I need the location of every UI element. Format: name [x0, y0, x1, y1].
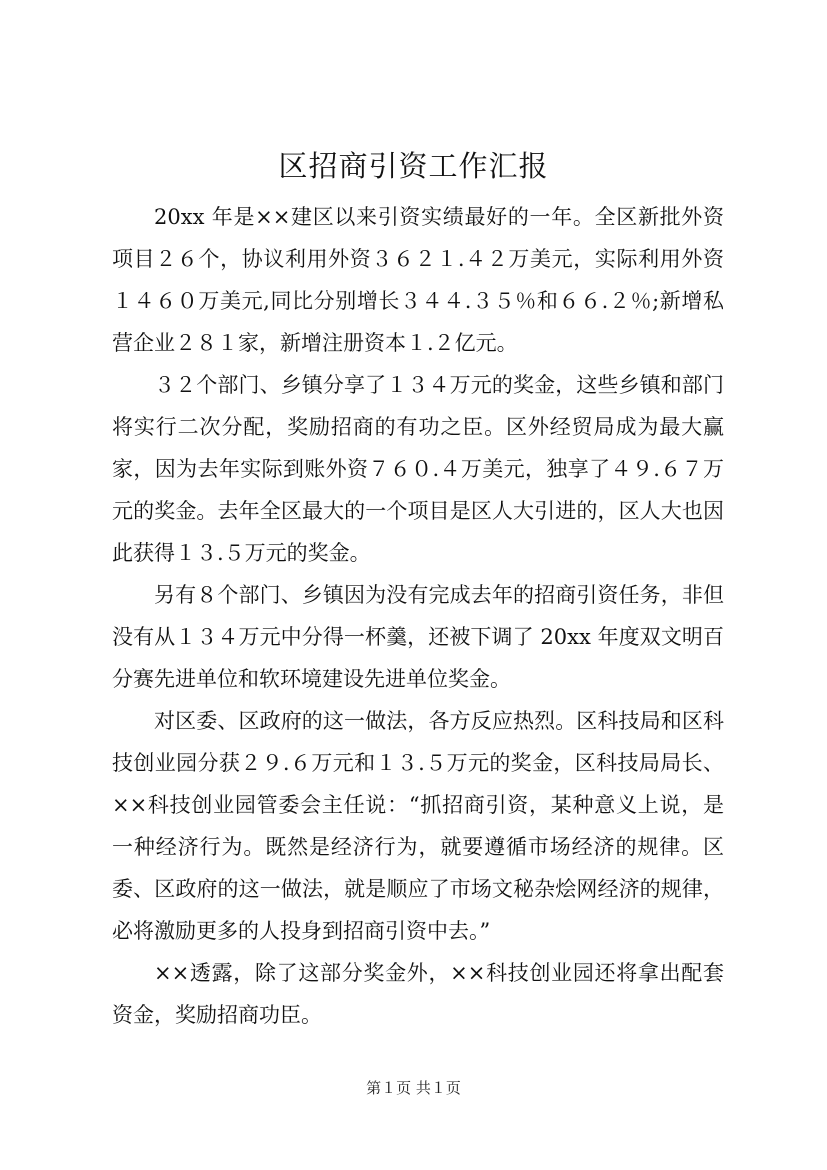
- paragraph-2: ３２个部门、乡镇分享了１３４万元的奖金，这些乡镇和部门将实行二次分配，奖励招商的有功之臣。区外经贸局成为最大赢家，因为去年实际到账外资７６０.４万美元，独享了４９.６７万元的奖金。去年全区最大的一个项目是区人大引进的，区人大也因此获得１３.５万元的奖金。: [112, 373, 724, 565]
- paragraph-3: 另有８个部门、乡镇因为没有完成去年的招商引资任务，非但没有从１３４万元中分得一杯羹，还被下调了 20xx 年度双文明百分赛先进单位和软环境建设先进单位奖金。: [112, 583, 724, 691]
- document-body: [112, 196, 724, 1036]
- paragraph-5: ××透露，除了这部分奖金外，××科技创业园还将拿出配套资金，奖励招商功臣。: [112, 961, 724, 1027]
- document-title: 区招商引资工作汇报: [278, 149, 549, 183]
- page-footer: 第１页 共１页: [366, 1079, 461, 1097]
- paragraph-1: 20xx 年是××建区以来引资实绩最好的一年。全区新批外资项目２６个，协议利用外资３６２１.４２万美元，实际利用外资１４６０万美元,同比分别增长３４４.３５％和６６.２％;新增私营企业２８１家，新增注册资本１.２亿元。: [112, 205, 724, 355]
- paragraph-4: 对区委、区政府的这一做法，各方反应热烈。区科技局和区科技创业园分获２９.６万元和１３.５万元的奖金，区科技局局长、××科技创业园管委会主任说：“抓招商引资，某种意义上说，是一种经济行为。既然是经济行为，就要遵循市场经济的规律。区委、区政府的这一做法，就是顺应了市场文秘杂烩网经济的规律，必将激励更多的人投身到招商引资中去。”: [112, 709, 724, 943]
